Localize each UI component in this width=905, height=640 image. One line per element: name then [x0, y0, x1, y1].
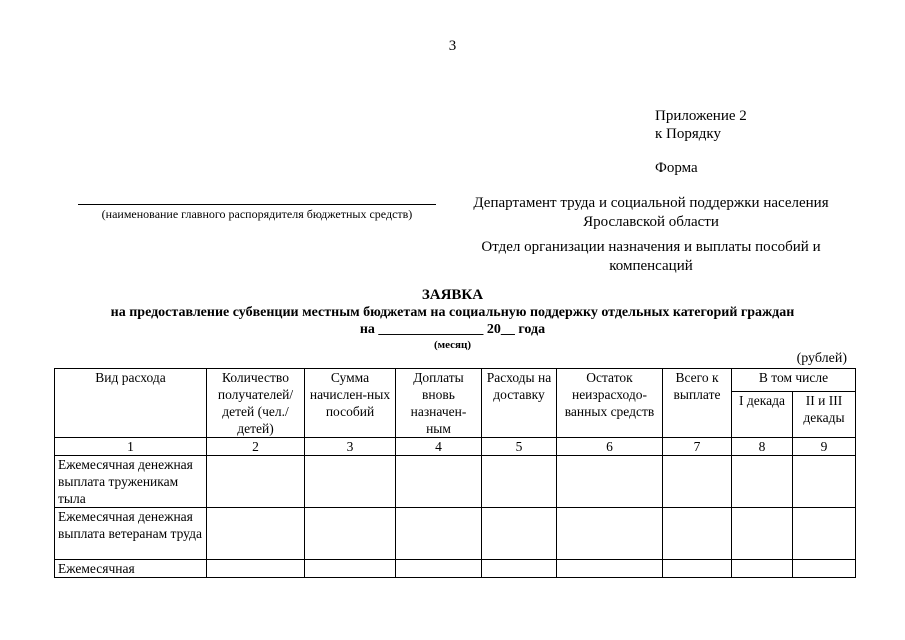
distributor-blank-line — [78, 192, 436, 205]
expense-type-cell: Ежемесячная денежная выплата ветеранам труда — [55, 508, 207, 560]
table-cell — [482, 456, 557, 508]
table-row — [55, 456, 856, 508]
table-row — [55, 560, 856, 578]
header-accrued: Сумма начислен-ных пособий — [305, 369, 396, 438]
appendix-note — [655, 107, 747, 143]
header-second-third-decade: II и III декады — [793, 392, 856, 438]
table-cell — [663, 560, 732, 578]
table-cell — [482, 560, 557, 578]
table-cell — [732, 560, 793, 578]
column-numbers-row — [55, 438, 856, 456]
table-cell — [207, 560, 305, 578]
table-cell — [663, 456, 732, 508]
period-line: на _______________ 20__ года — [359, 322, 546, 337]
header-delivery: Расходы на доставку — [482, 369, 557, 438]
distributor-field — [78, 192, 436, 222]
table-cell — [207, 508, 305, 560]
table-cell — [557, 560, 663, 578]
department-name: Департамент труда и социальной поддержки населения Ярославской области — [473, 195, 829, 230]
header-recipients: Количество получателей/ детей (чел./детей) — [207, 369, 305, 438]
table-row — [55, 508, 856, 560]
column-number: 6 — [557, 438, 663, 456]
header-remainder: Остаток неизрасходо-ванных средств — [557, 369, 663, 438]
period-caption: (месяц) — [433, 339, 471, 351]
appendix-line: Приложение 2 — [655, 108, 747, 124]
header-expense-type: Вид расхода — [55, 369, 207, 438]
column-number: 8 — [732, 438, 793, 456]
title-block — [60, 286, 845, 352]
distributor-caption: (наименование главного распорядителя бюджетных средств) — [101, 207, 413, 221]
table-cell — [732, 456, 793, 508]
table-cell — [396, 560, 482, 578]
form-label: Форма — [655, 160, 698, 176]
table-cell — [207, 456, 305, 508]
table-cell — [793, 560, 856, 578]
column-number: 5 — [482, 438, 557, 456]
document-title: ЗАЯВКА — [421, 287, 484, 303]
table-cell — [557, 508, 663, 560]
table-cell — [557, 456, 663, 508]
header-first-decade: I декада — [732, 392, 793, 438]
column-number: 4 — [396, 438, 482, 456]
column-number: 2 — [207, 438, 305, 456]
division-name: Отдел организации назначения и выплаты пособий и компенсаций — [481, 239, 821, 274]
table-cell — [305, 456, 396, 508]
header-surcharges: Доплаты вновь назначен-ным — [396, 369, 482, 438]
appendix-reference: к Порядку — [655, 126, 721, 142]
column-number: 1 — [55, 438, 207, 456]
table-cell — [305, 560, 396, 578]
table-cell — [663, 508, 732, 560]
table-cell — [793, 456, 856, 508]
column-number: 9 — [793, 438, 856, 456]
table-cell — [793, 508, 856, 560]
table-cell — [482, 508, 557, 560]
column-number: 3 — [305, 438, 396, 456]
request-table — [54, 368, 856, 578]
column-number: 7 — [663, 438, 732, 456]
header-total: Всего к выплате — [663, 369, 732, 438]
table-cell — [396, 508, 482, 560]
page-number: 3 — [448, 38, 457, 54]
expense-type-cell: Ежемесячная — [55, 560, 207, 578]
header-including-group: В том числе — [732, 369, 856, 392]
table-cell — [305, 508, 396, 560]
expense-type-cell: Ежемесячная денежная выплата труженикам тыла — [55, 456, 207, 508]
units-label: (рублей) — [796, 351, 847, 366]
table-cell — [732, 508, 793, 560]
document-subtitle: на предоставление субвенции местным бюджетам на социальную поддержку отдельных категорий граждан — [110, 305, 795, 320]
table-cell — [396, 456, 482, 508]
